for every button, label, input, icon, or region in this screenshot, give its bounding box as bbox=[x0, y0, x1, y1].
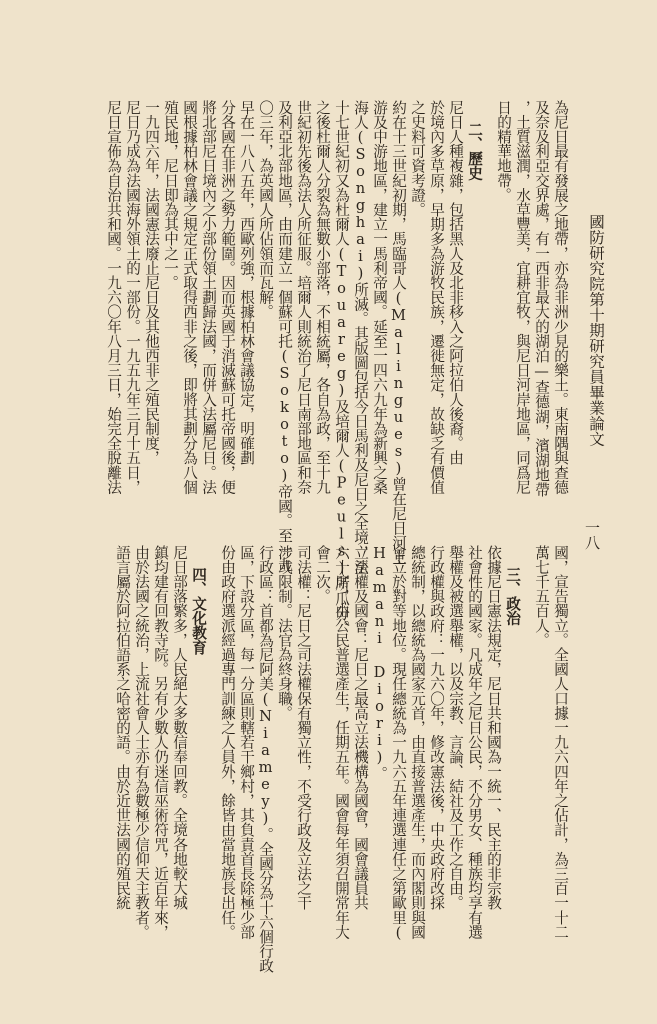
text-column: 尼日人種複雜，包括黑人及北非移入之阿拉伯人後裔。由 bbox=[447, 100, 464, 465]
text-column: 語言屬於阿拉伯語系之哈密的語。由於近世法國的殖民統 bbox=[114, 545, 131, 910]
text-column: 國根據柏林會議之規定正式取得西非之後，即將其劃分為八個 bbox=[181, 100, 198, 495]
text-column: 社會性的國家。凡成年之尼日公民，不分男女、種族均享有選 bbox=[466, 545, 483, 940]
text-column: 為尼日最有發展之地帶，亦為非洲少見的樂土。東南隅與查德 bbox=[552, 100, 569, 495]
text-column: 〇三年，為英國人所佔領而瓦解。 bbox=[257, 100, 274, 319]
page-number: 一八 bbox=[583, 520, 601, 550]
text-column bbox=[519, 545, 529, 985]
text-column: 日的精華地帶。 bbox=[495, 100, 512, 203]
text-column: 由於法國之統治，上流社會人士亦有為數極少信仰天主教者。 bbox=[133, 545, 150, 940]
section-heading: 三、政治 bbox=[504, 567, 521, 626]
text-column: 尼日宣佈為自治共和國。一九六〇年八月三日，始完全脫離法 bbox=[105, 100, 122, 495]
text-column: 及利亞北部地區，由而建立一個蘇可托(Sokoto)帝國。至一九 bbox=[276, 100, 293, 572]
bottom-text-block bbox=[110, 545, 567, 985]
text-column: 於境內多草原，早期多為游牧民族，遷徙無定，故缺乏有價值 bbox=[428, 100, 445, 495]
section-heading: 二、歷史 bbox=[466, 122, 483, 181]
text-column: 鎮均建有回教寺院。另有少數人仍迷信巫術符咒，近百年來， bbox=[152, 545, 169, 940]
text-column: Hamani Diori)。 bbox=[371, 545, 388, 781]
text-column: 游及中游地區，建立一馬利帝國。延至一四六九年為新興之桑 bbox=[371, 100, 388, 495]
text-column: 之後杜爾人分裂為無數小部落，不相統屬，各自為政，至十九 bbox=[314, 100, 331, 495]
text-column: 及奈及利亞交界處，有一西非最大的湖泊—查德湖，濱湖地帶 bbox=[533, 100, 550, 497]
text-column: 司法權：尼日之司法權保有獨立性，不受行政及立法之干 bbox=[295, 545, 312, 910]
text-column: 依據尼日憲法規定，尼日共和國為一統一、民主的非宗教 bbox=[485, 545, 502, 910]
text-column: 殖民地，尼日即為其中之一。 bbox=[162, 100, 179, 290]
text-column: 總統制，以總統為國家元首，由直接普選產生，而內閣則與國 bbox=[409, 545, 426, 940]
running-header: 國防研究院第十期研究員畢業論文 bbox=[587, 214, 605, 447]
text-column: ，土質滋潤，水草豐美，宜耕宜牧，與尼日河岸地區，同爲尼 bbox=[514, 100, 531, 495]
text-column: 會立於對等地位。現任總統為一九六五年連選連任之第歐里( bbox=[390, 545, 407, 942]
text-column: 一九四六年，法國憲法廢止尼日及其他西非之殖民制度， bbox=[143, 100, 160, 465]
text-column: 約在十三世紀初期，馬臨哥人(Malingues)曾在尼日河上 bbox=[390, 100, 407, 565]
text-column: 早在一八八五年，西歐列強，根據柏林會議協定，明確劃 bbox=[238, 100, 255, 465]
text-column: 將北部尼日境內之小部份領土劃歸法國，而併入法屬尼日。法 bbox=[200, 100, 217, 495]
text-column: 分各國在非洲之勢力範圍。因而英國于消滅蘇可托帝國後，便 bbox=[219, 100, 236, 495]
text-column: 六十席，由公民普選產生，任期五年。國會每年須召開常年大 bbox=[333, 545, 350, 940]
text-column: 世紀初先後為法人所征服。培爾人則統治了尼日南部地區和奈 bbox=[295, 100, 312, 495]
text-column: 立法權及國會：尼日之最高立法機構為國會，國會議員共 bbox=[352, 545, 369, 910]
text-column bbox=[205, 545, 215, 985]
text-column: 行政區：首都為尼阿美(Niamey)。全國分為十六個行政 bbox=[257, 545, 274, 973]
text-column: 尼日乃成為法國海外領土的一部份。一九五九年三月十五日， bbox=[124, 100, 141, 495]
text-column: 區，下設分區，每一分區則轄若干鄉村，其負責首長除極少部 bbox=[238, 545, 255, 940]
text-column: 十七世紀初又為杜爾人(Touareg)及培爾人(Peuls)所瓜分。 bbox=[333, 100, 350, 635]
text-column bbox=[481, 100, 491, 530]
text-column: 舉權及被選舉權，以及宗教、言論、結社及工作之自由。 bbox=[447, 545, 464, 910]
text-column: 行政權與政府：一九六〇年，修改憲法後，中央政府改採 bbox=[428, 545, 445, 910]
text-column: 會二次。 bbox=[314, 545, 331, 604]
section-heading: 四、文化教育 bbox=[190, 567, 207, 655]
text-column: 份由政府選派經過專門訓練之人員外，餘皆由當地族長出任。 bbox=[219, 545, 236, 940]
text-column: 萬七千五百人。 bbox=[533, 545, 550, 648]
text-column: 海人(Songhai)所滅。其版圖包括今日馬利及尼日之全境，至 bbox=[352, 100, 369, 575]
text-column: 尼日部落繁多，人民絕大多數信奉回教。全境各地較大城 bbox=[171, 545, 188, 910]
text-column: 之史料可資考證。 bbox=[409, 100, 426, 217]
text-column: 國，宣告獨立。全國人口據一九六四年之佔計，為三百一十二 bbox=[552, 545, 569, 940]
text-column: 涉或限制。法官為終身職。 bbox=[276, 545, 293, 721]
